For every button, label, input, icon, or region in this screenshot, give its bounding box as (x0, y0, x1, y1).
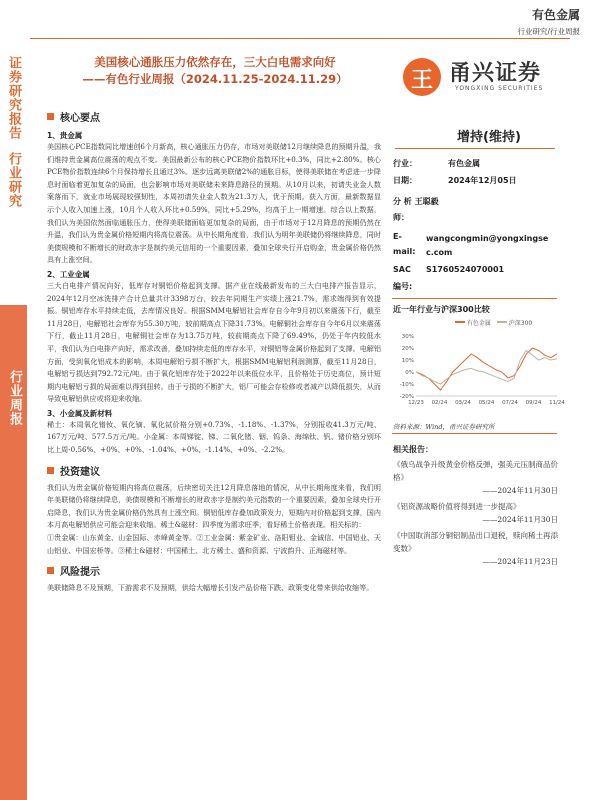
related-item-3[interactable]: 《中国取消部分铜铝制品出口退税，赎向稀土再添变数》 (393, 531, 558, 553)
y-tick-label: 10% (401, 358, 414, 364)
section-bullet-icon (47, 467, 54, 474)
legend-swatch-1 (455, 321, 465, 323)
related-date-3: ——2024年11月23日 (482, 557, 558, 566)
main-column (47, 109, 381, 595)
x-tick-label: 05/24 (478, 400, 495, 406)
logo-name-cn: 甬兴证券 (449, 61, 542, 86)
related-reports (393, 444, 558, 568)
related-title: 相关报告： (393, 445, 433, 454)
x-tick-label: 07/24 (502, 400, 518, 406)
core-sub-2: 2、工业金属 (47, 269, 90, 279)
series-line-2 (416, 350, 557, 384)
chart-legend (455, 318, 532, 327)
comparison-chart (392, 330, 565, 410)
email-value[interactable]: wangcongmin@yongxingsec.com (426, 234, 549, 257)
sac-value: S1760524070001 (426, 265, 505, 274)
section-invest: 投资建议 (47, 463, 381, 478)
date-value: 2024年12月05日 (448, 176, 517, 185)
sidebar-top (0, 40, 27, 220)
section-risk: 风险提示 (47, 563, 381, 578)
section-bullet-icon (47, 113, 54, 120)
core-sub-1: 1、贵金属 (47, 131, 83, 140)
rating-divider (395, 148, 555, 149)
header-right (517, 6, 580, 37)
legend-label-1: 有色金属 (466, 320, 491, 327)
industry-label: 行业： (393, 159, 417, 168)
core-body-3: 稀土：本周氧化镨钕、氧化镝、氧化铽价格分别+0.73%、-1.18%、-1.37%，分别报收41.3万元/吨、167万元/吨、577.5万元/吨。小金属：本周锑锭、锑、二氧化锗、铟、钨条、海绵钛、钒、锗价格分别环比上周-0.56%、+0%、+0%、-1.04%、+0%、-1.14%、+0%、-2.2%。 (47, 419, 381, 455)
report-title (45, 54, 385, 88)
email-label: E- (393, 232, 402, 241)
date-label: 日期： (393, 176, 417, 185)
chart-source: 资料来源：Wind，甬兴证券研究所 (393, 423, 495, 431)
related-item-1[interactable]: 《俄乌战争升级黄金价格反弹，强美元压制商品价格》 (393, 460, 558, 482)
y-tick-label: -20% (399, 394, 414, 400)
y-tick-label: 20% (401, 346, 414, 352)
related-date-1: ——2024年11月30日 (482, 486, 558, 495)
core-body-2: 三大白电排产情况向好，低库存对铜铝价格起到支撑。据产业在线最新发布的三大白电排产报告显示，2024年12月空冰洗排产合计总量共计3398万台，较去年同期生产实绩上涨21.7%，需求端得到有效提振。铜铝库存水平持续走低，去库情况良好。根据SMM电解铝社会库存自今年9月初以来震荡下行，截至11月28日，电解铝社会库存为55.30万吨，较前期高点下降31.73%。电解铜社会库存自今年6月以来震荡下行，截止11月28日，电解铜社会库存为13.75万吨，较前期高点下降了69.49%，仍处于年内较低水平，我们认为白电排产向好，需求改善，叠加持续走低的库存水平，对铜铝等金属价格起到了支撑。电解铝方面，受到氧化铝成本的影响，本周电解铝亏损不断扩大，根据SMM电解铝利润测算，截至11月28日，电解铝亏损达到792.72元/吨。由于氧化铝库存处于2022年以来低位水平，且价格处于历史高位，预计短期内电解铝亏损的局面难以得到扭转。由于亏损的不断扩大，铝厂可能会存检修或者减产以降低损失，从而导致电解铝供应或将迎来收缩。 (47, 280, 381, 404)
x-tick-label: 11/24 (549, 400, 565, 406)
core-sub-3: 3、小金属及新材料 (47, 408, 113, 418)
sac-label-2: 编号: (393, 282, 413, 291)
legend-swatch-2 (497, 321, 507, 323)
x-tick-label: 03/24 (455, 400, 471, 406)
core-body-1: 美国核心PCE指数同比增速创6个月新高，核心通胀压力仍存，市场对美联储12月继续降息的预期升温，我们维持贵金属高位震荡的观点不变。美国最新公布的核心PCE物价指数环比+0.3%，同比+2.80%。核心PCE物价指数连续6个月保持增长且通过3%。逐步远离美联储2%的通胀目标，使得美联储在考虑进一步降息时面临着更加复杂的局面，也会影响市场对美联储未来降息路径的预期。从10月以来，初请失业金人数案落而下，就业市场展现较强韧性，本周初请失业金人数为21.3万人，优于预期。获入方面，最新数据显示个人收入加速上涨，10月个人收入环比+0.59%，同比+5.29%，均高于上一期增速。综合以上数据，我们认为美国依然面临通胀压力，使得美联储面临更加复杂的局面，由于市场对于12月降息的预期仍然在升温，我们认为贵金属价格短期内将高位震荡。从中长期角度看，我们认为明年美联储仍将继续降息，同时美债规模和不断增长的财政赤字是制约美元信用的一个重要因素，叠加全球央行开启购金，贵金属价格仍然具有上涨空间。 (47, 142, 381, 265)
related-item-2[interactable]: 《铝资源战略价值将得到进一步提高》 (393, 502, 521, 511)
sidebar-label-research: 行业研究 (6, 152, 21, 208)
invest-body: 我们认为贵金属价格短期内将高位震荡，后续密切关注12月降息落地的情况，从中长期角度来看，我们明年美联储仍将继续降息，美债规模和不断增长的财政赤字是制约美元指数的一个重要因素，叠加全球央行开启降息，我们认为贵金属价格仍然具有上涨空间。铜铝低库存叠加政策发力，短期内对价格起到支撑，国内本月高电解铝供应可能会迎来收缩。稀土&磁材：四季度为需求旺季，看好稀土价格表现。相关标的： (47, 482, 381, 530)
x-tick-label: 02/24 (431, 400, 448, 406)
chart-top-divider (392, 298, 557, 299)
chart-title: 近一年行业与沪深300比较 (393, 305, 490, 314)
sidebar-label-report: 证券研究报告 (6, 56, 21, 140)
title-line-1: 美国核心通胀压力依然存在，三大白电需求向好 (94, 55, 336, 69)
title-line-2: ——有色行业周报（2024.11.25-2024.11.29） (82, 72, 348, 86)
logo-name-en: YONGXING SECURITIES (455, 85, 544, 92)
top-divider (30, 38, 570, 39)
x-tick-label: 12/23 (408, 400, 424, 406)
section-core: 核心要点 (47, 109, 381, 124)
sidebar-label-weekly: 行业周报 (7, 370, 22, 426)
sac-label: SAC (393, 265, 411, 274)
header-category: 行业研究/行业周报 (517, 27, 580, 36)
legend-label-2: 沪深300 (508, 320, 533, 327)
chart-bottom-divider (392, 433, 557, 434)
invest-list: ①贵金属：山东黄金、山金国际、赤峰黄金等。②工业金属：紫金矿业、洛阳钼业、金诚信、中国铝业、天山铝业、中国宏桥等。③稀土&磁材：中国稀土、北方稀土、盛和资源、宁波韵升、正海磁材等。 (47, 533, 381, 555)
industry-value: 有色金属 (448, 159, 480, 168)
analyst-label: 分 析 王聪毅 (393, 197, 439, 206)
y-tick-label: 30% (401, 334, 414, 340)
email-label-2: mail: (393, 247, 416, 256)
series-line-1 (416, 348, 557, 390)
y-tick-label: 0% (405, 370, 414, 376)
company-logo (403, 56, 553, 100)
analyst-label-2: 师： (393, 213, 409, 222)
y-tick-label: -10% (399, 382, 414, 388)
x-tick-label: 09/24 (525, 400, 542, 406)
related-date-2: ——2024年11月30日 (482, 515, 558, 524)
sidebar-mid (0, 305, 27, 800)
rating: 增持(维持) (457, 130, 521, 145)
header-sector: 有色金属 (531, 8, 580, 22)
risk-body: 美联储降息不及预期，下游需求不及预期，供给大幅增长引发产品价格下跌、政策变化带来供给收缩等。 (47, 583, 374, 593)
section-bullet-icon (47, 567, 54, 574)
logo-mark-icon: 王 (403, 58, 441, 96)
